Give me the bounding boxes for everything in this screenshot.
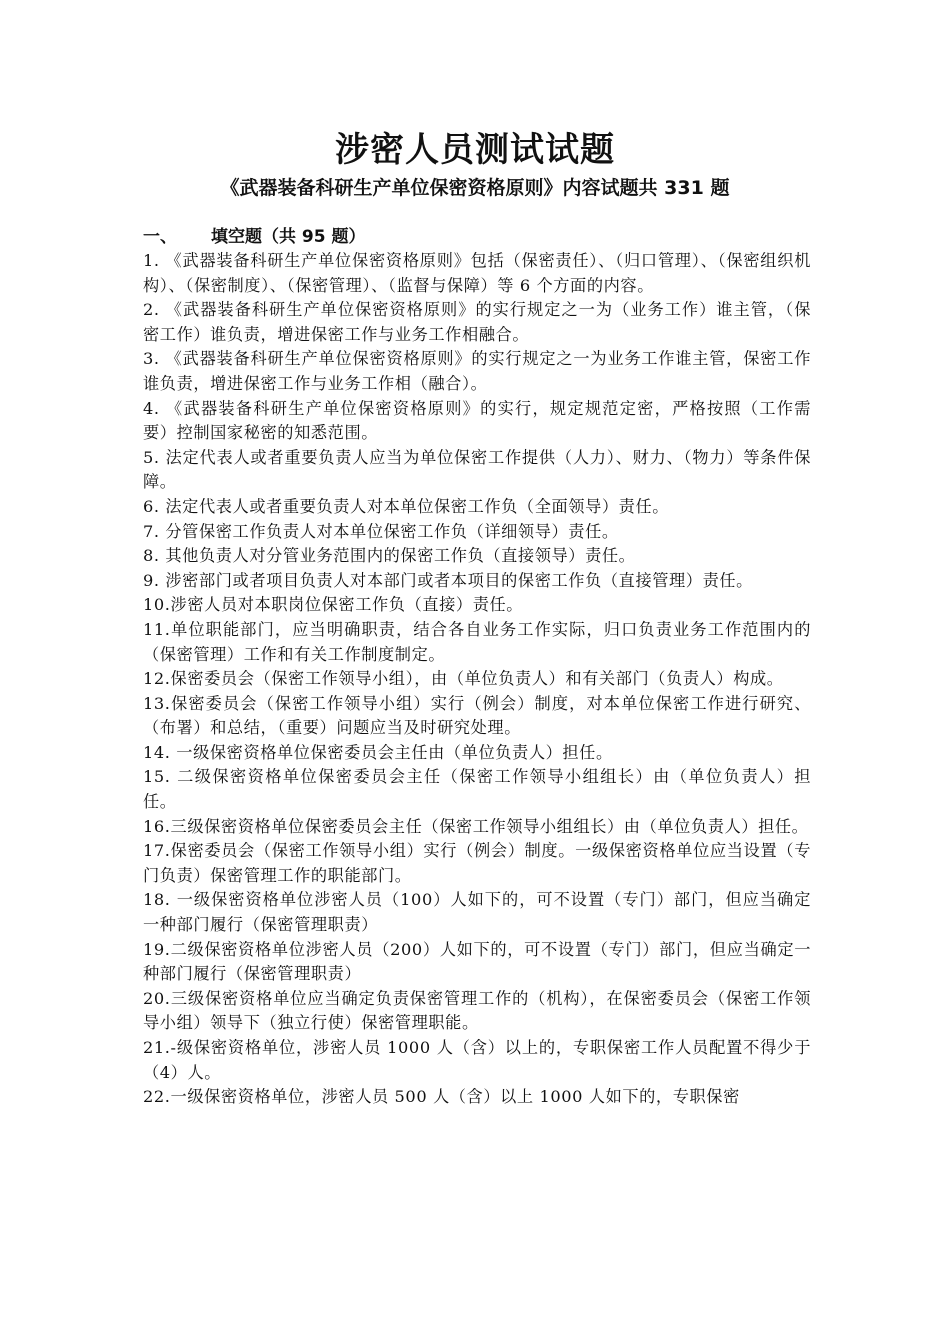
- question-item: 16.三级保密资格单位保密委员会主任（保密工作领导小组组长）由（单位负责人）担任。: [143, 816, 809, 836]
- question-item: 20.三级保密资格单位应当确定负责保密管理工作的（机构），在保密委员会（保密工作领导小组）领导下（独立行使）保密管理职能。: [143, 988, 811, 1033]
- question-item: 9. 涉密部门或者项目负责人对本部门或者本项目的保密工作负（直接管理）责任。: [143, 570, 753, 590]
- question-item: 11.单位职能部门，应当明确职责，结合各自业务工作实际，归口负责业务工作范围内的（保密管理）工作和有关工作制度制定。: [143, 619, 811, 664]
- section-heading-text: 填空题（共 95 题）: [211, 227, 366, 247]
- question-item: 1. 《武器装备科研生产单位保密资格原则》包括（保密责任）、（归口管理）、（保密组织机构）、（保密制度）、（保密管理）、（监督与保障）等 6 个方面的内容。: [143, 251, 811, 295]
- question-item: 18. 一级保密资格单位涉密人员（100）人如下的，可不设置（专门）部门，但应当确定一种部门履行（保密管理职责）: [143, 890, 811, 935]
- question-item: 2. 《武器装备科研生产单位保密资格原则》的实行规定之一为（业务工作）谁主管，（保密工作）谁负责，增进保密工作与业务工作相融合。: [143, 300, 811, 344]
- question-item: 7. 分管保密工作负责人对本单位保密工作负（详细领导）责任。: [143, 521, 619, 541]
- question-item: 21.-级保密资格单位，涉密人员 1000 人（含）以上的，专职保密工作人员配置不得少于（4）人。: [143, 1038, 811, 1082]
- question-item: 13.保密委员会（保密工作领导小组）实行（例会）制度，对本单位保密工作进行研究、（布署）和总结，（重要）问题应当及时研究处理。: [143, 693, 811, 738]
- question-list: [143, 249, 811, 1110]
- question-item: 14. 一级保密资格单位保密委员会主任由（单位负责人）担任。: [143, 742, 613, 762]
- question-item: 22.一级保密资格单位，涉密人员 500 人（含）以上 1000 人如下的，专职保密: [143, 1087, 740, 1107]
- question-item: 17.保密委员会（保密工作领导小组）实行（例会）制度。一级保密资格单位应当设置（专门负责）保密管理工作的职能部门。: [143, 841, 811, 885]
- question-item: 5. 法定代表人或者重要负责人应当为单位保密工作提供（人力）、财力、（物力）等条件保障。: [143, 447, 811, 492]
- document-subtitle: 《武器装备科研生产单位保密资格原则》内容试题共 331 题: [220, 177, 730, 199]
- question-item: 8. 其他负责人对分管业务范围内的保密工作负（直接领导）责任。: [143, 546, 636, 566]
- question-item: 12.保密委员会（保密工作领导小组），由（单位负责人）和有关部门（负责人）构成。: [143, 669, 784, 689]
- question-item: 6. 法定代表人或者重要负责人对本单位保密工作负（全面领导）责任。: [143, 496, 670, 516]
- section-number: 一、: [143, 227, 177, 247]
- document-title: 涉密人员测试试题: [335, 130, 615, 170]
- question-item: 15. 二级保密资格单位保密委员会主任（保密工作领导小组组长）由（单位负责人）担任。: [143, 767, 811, 812]
- question-item: 3. 《武器装备科研生产单位保密资格原则》的实行规定之一为业务工作谁主管，保密工作谁负责，增进保密工作与业务工作相（融合）。: [143, 349, 811, 393]
- section-heading: [143, 225, 366, 249]
- question-item: 10.涉密人员对本职岗位保密工作负（直接）责任。: [143, 595, 524, 615]
- question-item: 19.二级保密资格单位涉密人员（200）人如下的，可不设置（专门）部门，但应当确定一种部门履行（保密管理职责）: [143, 939, 811, 984]
- question-item: 4. 《武器装备科研生产单位保密资格原则》的实行，规定规范定密，严格按照（工作需要）控制国家秘密的知悉范围。: [143, 398, 811, 443]
